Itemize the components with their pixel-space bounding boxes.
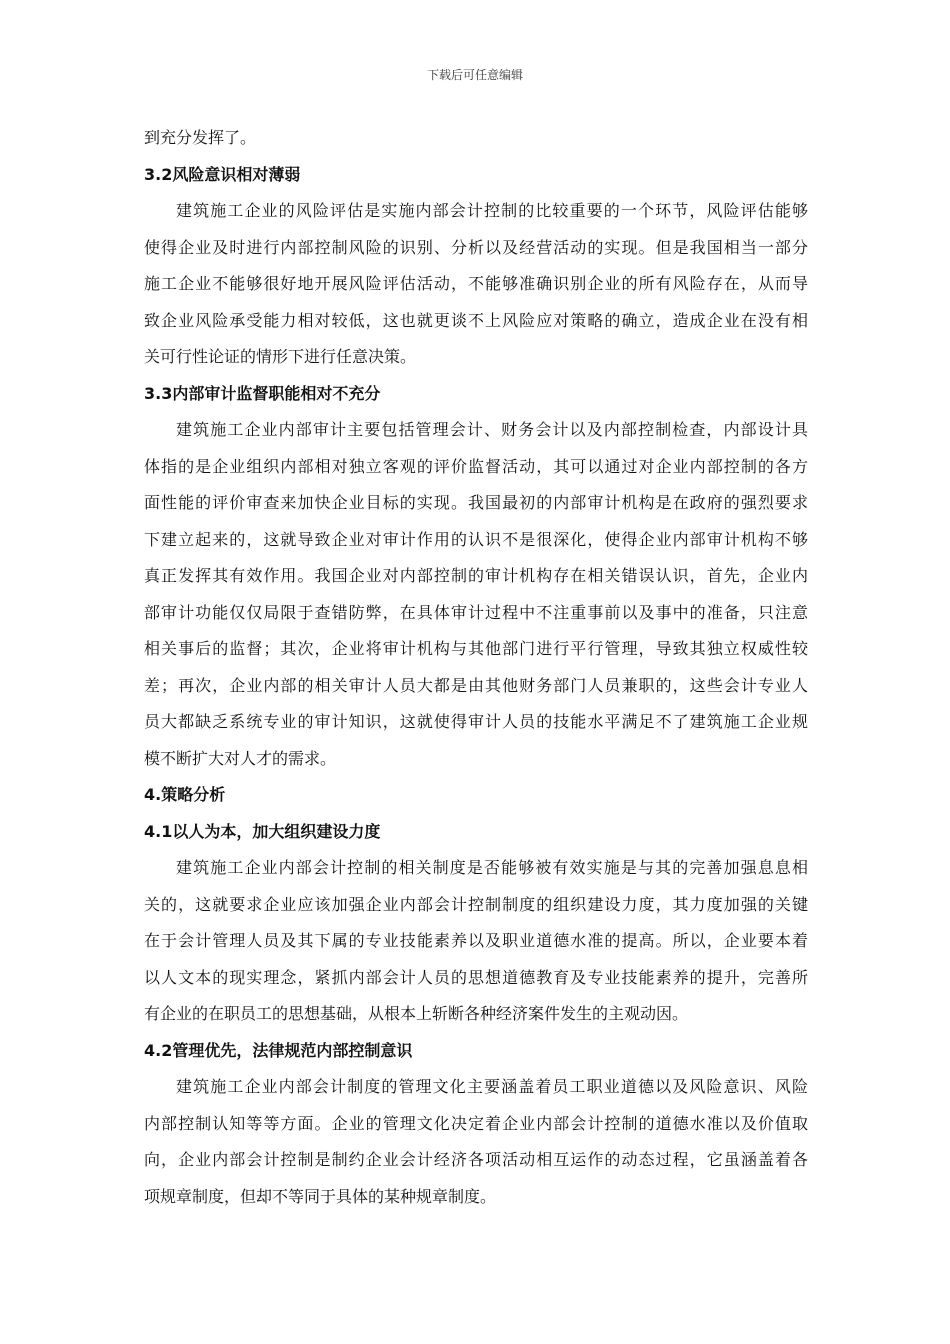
paragraph-line: 员大都缺乏系统专业的审计知识，这就使得审计人员的技能水平满足不了建筑施工企业规 bbox=[144, 712, 808, 731]
paragraph-line: 面性能的评价审查来加快企业目标的实现。我国最初的内部审计机构是在政府的强烈要求 bbox=[144, 493, 808, 512]
paragraph-line: 关的，这就要求企业应该加强企业内部会计控制制度的组织建设力度，其力度加强的关键 bbox=[144, 894, 808, 914]
paragraph-line: 建筑施工企业的风险评估是实施内部会计控制的比较重要的一个环节，风险评估能够 bbox=[176, 201, 808, 220]
paragraph-line: 部审计功能仅仅局限于查错防弊，在具体审计过程中不注重事前以及事中的准备，只注意 bbox=[144, 602, 808, 622]
paragraph-line: 体指的是企业组织内部相对独立客观的评价监督活动，其可以通过对企业内部控制的各方 bbox=[144, 456, 808, 476]
section-heading-3-2: 3.2风险意识相对薄弱 bbox=[144, 164, 301, 184]
paragraph-4-2 bbox=[144, 1069, 808, 1215]
paragraph-line: 差；再次，企业内部的相关审计人员大都是由其他财务部门人员兼职的，这些会计专业人 bbox=[144, 675, 808, 695]
paragraph-line: 建筑施工企业内部审计主要包括管理会计、财务会计以及内部控制检查，内部设计具 bbox=[176, 420, 808, 439]
paragraph-line: 项规章制度，但却不等同于具体的某种规章制度。 bbox=[144, 1186, 497, 1206]
paragraph-line: 到充分发挥了。 bbox=[144, 128, 257, 147]
paragraph-4-1 bbox=[144, 850, 808, 1033]
paragraph-line: 下建立起来的，这就导致企业对审计作用的认识不是很深化，使得企业内部审计机构不够 bbox=[144, 529, 808, 549]
document-body bbox=[144, 120, 808, 1215]
paragraph-line: 相关事后的监督；其次，企业将审计机构与其他部门进行平行管理，导致其独立权威性较 bbox=[144, 639, 808, 658]
paragraph-line: 有企业的在职员工的思想基础，从根本上斩断各种经济案件发生的主观动因。 bbox=[144, 1004, 689, 1023]
section-heading-4-1: 4.1以人为本，加大组织建设力度 bbox=[144, 821, 381, 841]
paragraph-line: 向，企业内部会计控制是制约企业会计经济各项活动相互运作的动态过程，它虽涵盖着各 bbox=[144, 1150, 808, 1169]
section-heading-4: 4.策略分析 bbox=[144, 785, 226, 804]
section-heading-4-2: 4.2管理优先，法律规范内部控制意识 bbox=[144, 1040, 413, 1060]
paragraph-line: 使得企业及时进行内部控制风险的识别、分析以及经营活动的实现。但是我国相当一部分 bbox=[144, 237, 808, 257]
section-heading-3-3: 3.3内部审计监督职能相对不充分 bbox=[144, 383, 381, 403]
paragraph-line: 施工企业不能够很好地开展风险评估活动，不能够准确识别企业的所有风险存在，从而导 bbox=[144, 274, 808, 293]
paragraph-3-3 bbox=[144, 412, 808, 777]
paragraph-line: 在于会计管理人员及其下属的专业技能素养以及职业道德水准的提高。所以，企业要本着 bbox=[144, 931, 808, 950]
paragraph-line: 真正发挥其有效作用。我国企业对内部控制的审计机构存在相关错误认识，首先，企业内 bbox=[144, 566, 808, 585]
page-header: 下载后可任意编辑 bbox=[426, 68, 523, 82]
paragraph-line: 建筑施工企业内部会计制度的管理文化主要涵盖着员工职业道德以及风险意识、风险 bbox=[176, 1077, 808, 1096]
paragraph-line: 模不断扩大对人才的需求。 bbox=[144, 748, 337, 768]
paragraph-line: 致企业风险承受能力相对较低，这也就更谈不上风险应对策略的确立，造成企业在没有相 bbox=[144, 310, 808, 330]
paragraph-line: 内部控制认知等等方面。企业的管理文化决定着企业内部会计控制的道德水准以及价值取 bbox=[144, 1113, 808, 1133]
paragraph-line: 关可行性论证的情形下进行任意决策。 bbox=[144, 347, 417, 366]
paragraph-line: 以人文本的现实理念，紧抓内部会计人员的思想道德教育及专业技能素养的提升，完善所 bbox=[144, 967, 808, 987]
paragraph-3-2 bbox=[144, 193, 808, 376]
paragraph-line: 建筑施工企业内部会计控制的相关制度是否能够被有效实施是与其的完善加强息息相 bbox=[176, 858, 808, 877]
